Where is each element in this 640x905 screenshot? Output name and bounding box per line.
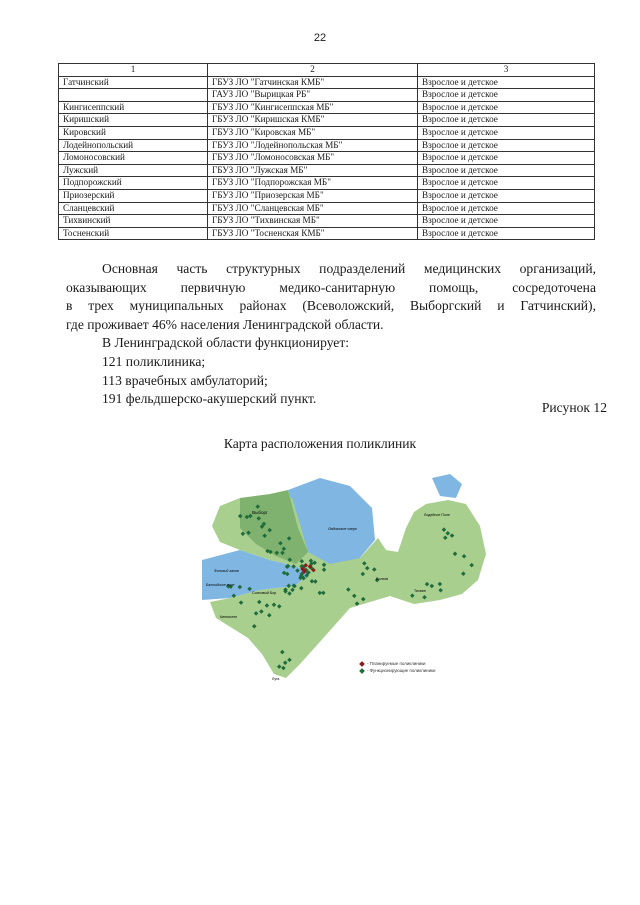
table-row (59, 215, 595, 228)
paragraph-line: Основная часть структурных подразделений медицинских организаций, (102, 261, 596, 276)
facility-cell: ГАУЗ ЛО "Вырицкая РБ" (208, 89, 418, 102)
figure-title: Карта расположения поликлиник (223, 436, 417, 451)
table-row (59, 114, 595, 127)
list-item: 191 фельдшерско-акушерский пункт. (102, 391, 317, 407)
facilities-table (58, 63, 595, 240)
map-label-lodeynoe-pole: Лодейное Поле (424, 513, 450, 517)
polyclinic-map (200, 468, 490, 690)
facility-cell: ГБУЗ ЛО "Тосненская КМБ" (208, 227, 418, 240)
table-row (59, 227, 595, 240)
care-type-cell: Взрослое и детское (418, 76, 595, 89)
map-label-baltic: Балтийское море (206, 583, 235, 587)
table-row (59, 202, 595, 215)
district-cell: Сланцевский (59, 202, 208, 215)
facility-cell: ГБУЗ ЛО "Лужская МБ" (208, 164, 418, 177)
table-header-cell: 1 (59, 64, 208, 77)
facility-cell: ГБУЗ ЛО "Тихвинская МБ" (208, 215, 418, 228)
facility-cell: ГБУЗ ЛО "Кировская МБ" (208, 126, 418, 139)
facility-cell: ГБУЗ ЛО "Лодейнопольская МБ" (208, 139, 418, 152)
map-label-ladoga: Ладожское озеро (328, 527, 357, 531)
map-label-vyborg: Выборг (252, 510, 268, 515)
care-type-cell: Взрослое и детское (418, 215, 595, 228)
page-number: 22 (313, 32, 327, 44)
figure-label: Рисунок 12 (541, 400, 607, 415)
care-type-cell: Взрослое и детское (418, 139, 595, 152)
table-row (59, 139, 595, 152)
district-cell: Ломоносовский (59, 152, 208, 165)
paragraph-line: в трех муниципальных районах (Всеволожский, Выборгский и Гатчинский), (66, 298, 596, 314)
legend-row-operating (360, 667, 435, 674)
district-cell: Киришский (59, 114, 208, 127)
facility-cell: ГБУЗ ЛО "Подпорожская МБ" (208, 177, 418, 190)
care-type-cell: Взрослое и детское (418, 177, 595, 190)
table-row (59, 189, 595, 202)
map-label-luga: Луга (272, 677, 280, 681)
facility-cell: ГБУЗ ЛО "Приозерская МБ" (208, 189, 418, 202)
care-type-cell: Взрослое и детское (418, 202, 595, 215)
map-label-kingisepp: Кингисепп (220, 615, 238, 619)
map-label-sosnovy-bor: Сосновый Бор (252, 591, 277, 595)
legend-row-planned (360, 660, 435, 667)
facility-cell: ГБУЗ ЛО "Ломоносовская МБ" (208, 152, 418, 165)
body-text (66, 260, 596, 409)
map-label-gulf: Финский залив (214, 569, 239, 573)
district-cell: Тосненский (59, 227, 208, 240)
care-type-cell: Взрослое и детское (418, 126, 595, 139)
district-cell: Тихвинский (59, 215, 208, 228)
facility-cell: ГБУЗ ЛО "Гатчинская КМБ" (208, 76, 418, 89)
district-cell: Кировский (59, 126, 208, 139)
facility-cell: ГБУЗ ЛО "Сланцевская МБ" (208, 202, 418, 215)
water-onega (432, 474, 462, 498)
paragraph-intro: В Ленинградской области функционирует: (102, 335, 350, 351)
table-row (59, 126, 595, 139)
list-item: 113 врачебных амбулаторий; (102, 372, 268, 388)
care-type-cell: Взрослое и детское (418, 101, 595, 114)
paragraph-line: где проживает 46% населения Ленинградской области. (66, 316, 384, 332)
district-cell: Гатчинский (59, 76, 208, 89)
table-row (59, 76, 595, 89)
table-header-cell: 2 (208, 64, 418, 77)
care-type-cell: Взрослое и детское (418, 114, 595, 127)
table-row (59, 101, 595, 114)
table-row (59, 152, 595, 165)
district-cell: Подпорожский (59, 177, 208, 190)
table-row (59, 164, 595, 177)
legend-label: - Планируемые поликлиники (367, 661, 426, 666)
planned-marker-icon (359, 661, 365, 667)
district-cell: Кингисеппский (59, 101, 208, 114)
district-cell (59, 89, 208, 102)
table-header-row (59, 64, 595, 77)
facility-cell: ГБУЗ ЛО "Кингисеппская МБ" (208, 101, 418, 114)
care-type-cell: Взрослое и детское (418, 152, 595, 165)
map-label-volkhov: Волхов (376, 577, 389, 581)
care-type-cell: Взрослое и детское (418, 164, 595, 177)
care-type-cell: Взрослое и детское (418, 189, 595, 202)
map-legend (360, 660, 435, 674)
table-row (59, 89, 595, 102)
district-cell: Лодейнопольский (59, 139, 208, 152)
care-type-cell: Взрослое и детское (418, 89, 595, 102)
table-header-cell: 3 (418, 64, 595, 77)
list-item: 121 поликлиника; (102, 353, 206, 369)
operating-marker-icon (359, 668, 365, 674)
district-cell: Приозерский (59, 189, 208, 202)
legend-label: - Функционирующие поликлиники (367, 668, 436, 673)
district-cell: Лужский (59, 164, 208, 177)
paragraph-line: оказывающих первичную медико-санитарную помощь, сосредоточена (66, 279, 596, 295)
facility-cell: ГБУЗ ЛО "Киришская КМБ" (208, 114, 418, 127)
table-row (59, 177, 595, 190)
map-label-tikhvin: Тихвин (414, 589, 426, 593)
care-type-cell: Взрослое и детское (418, 227, 595, 240)
